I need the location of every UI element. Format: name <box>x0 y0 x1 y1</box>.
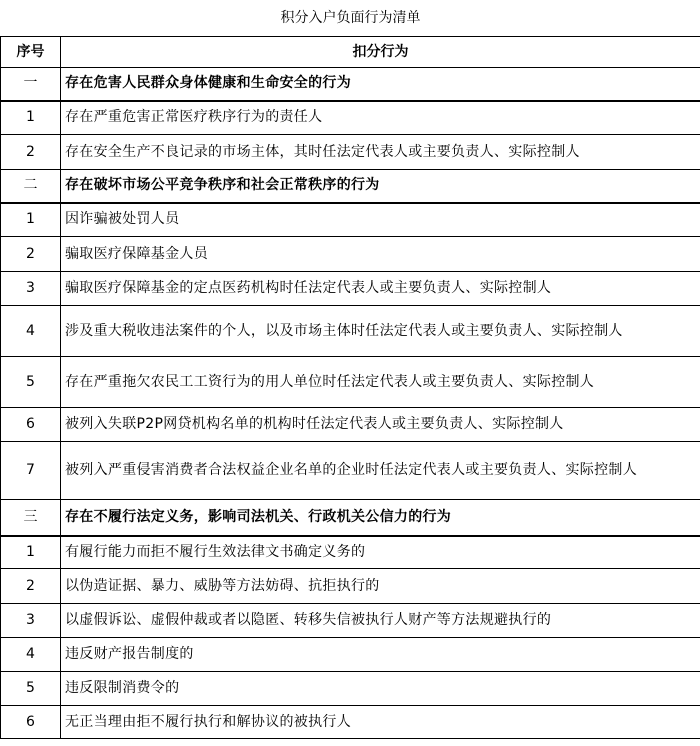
row-number: 三 <box>1 500 61 536</box>
row-text: 以虚假诉讼、虚假仲裁或者以隐匿、转移失信被执行人财产等方法规避执行的 <box>61 604 700 638</box>
row-text: 无正当理由拒不履行执行和解协议的被执行人 <box>61 706 700 739</box>
section-row <box>1 500 700 536</box>
column-header-behavior: 扣分行为 <box>61 37 700 68</box>
row-number: 2 <box>1 237 61 272</box>
row-number: 一 <box>1 68 61 101</box>
row-text: 有履行能力而拒不履行生效法律文书确定义务的 <box>61 536 700 569</box>
section-row <box>1 68 700 101</box>
row-number: 3 <box>1 604 61 638</box>
table-row <box>1 203 700 237</box>
column-header-no: 序号 <box>1 37 61 68</box>
row-number: 4 <box>1 638 61 672</box>
row-number: 2 <box>1 135 61 170</box>
row-number: 1 <box>1 203 61 237</box>
table-row <box>1 272 700 306</box>
section-title: 存在不履行法定义务，影响司法机关、行政机关公信力的行为 <box>61 500 700 536</box>
row-number: 4 <box>1 306 61 357</box>
row-text: 因诈骗被处罚人员 <box>61 203 700 237</box>
row-number: 5 <box>1 357 61 408</box>
row-text: 涉及重大税收违法案件的个人，以及市场主体时任法定代表人或主要负责人、实际控制人 <box>61 306 700 357</box>
table-row <box>1 672 700 706</box>
table-row <box>1 306 700 357</box>
row-number: 二 <box>1 170 61 203</box>
row-text: 被列入失联P2P网贷机构名单的机构时任法定代表人或主要负责人、实际控制人 <box>61 408 700 442</box>
section-row <box>1 170 700 203</box>
table-row <box>1 101 700 135</box>
row-text: 存在严重危害正常医疗秩序行为的责任人 <box>61 101 700 135</box>
page-title: 积分入户负面行为清单 <box>1 0 700 37</box>
table-row <box>1 638 700 672</box>
row-number: 6 <box>1 408 61 442</box>
row-text: 违反财产报告制度的 <box>61 638 700 672</box>
row-number: 5 <box>1 672 61 706</box>
row-number: 7 <box>1 442 61 500</box>
row-number: 1 <box>1 536 61 569</box>
title-row <box>1 0 700 37</box>
table-row <box>1 408 700 442</box>
table-row <box>1 536 700 569</box>
table-row <box>1 237 700 272</box>
row-text: 以伪造证据、暴力、威胁等方法妨碍、抗拒执行的 <box>61 569 700 604</box>
table-row <box>1 135 700 170</box>
row-text: 存在严重拖欠农民工工资行为的用人单位时任法定代表人或主要负责人、实际控制人 <box>61 357 700 408</box>
table-row <box>1 706 700 739</box>
section-title: 存在危害人民群众身体健康和生命安全的行为 <box>61 68 700 101</box>
row-text: 被列入严重侵害消费者合法权益企业名单的企业时任法定代表人或主要负责人、实际控制人 <box>61 442 700 500</box>
header-row <box>1 37 700 68</box>
table-row <box>1 442 700 500</box>
table-row <box>1 569 700 604</box>
table-row <box>1 604 700 638</box>
row-text: 违反限制消费令的 <box>61 672 700 706</box>
row-text: 骗取医疗保障基金的定点医药机构时任法定代表人或主要负责人、实际控制人 <box>61 272 700 306</box>
row-text: 骗取医疗保障基金人员 <box>61 237 700 272</box>
row-number: 3 <box>1 272 61 306</box>
table-row <box>1 357 700 408</box>
section-title: 存在破坏市场公平竞争秩序和社会正常秩序的行为 <box>61 170 700 203</box>
row-text: 存在安全生产不良记录的市场主体，其时任法定代表人或主要负责人、实际控制人 <box>61 135 700 170</box>
row-number: 2 <box>1 569 61 604</box>
row-number: 1 <box>1 101 61 135</box>
row-number: 6 <box>1 706 61 739</box>
